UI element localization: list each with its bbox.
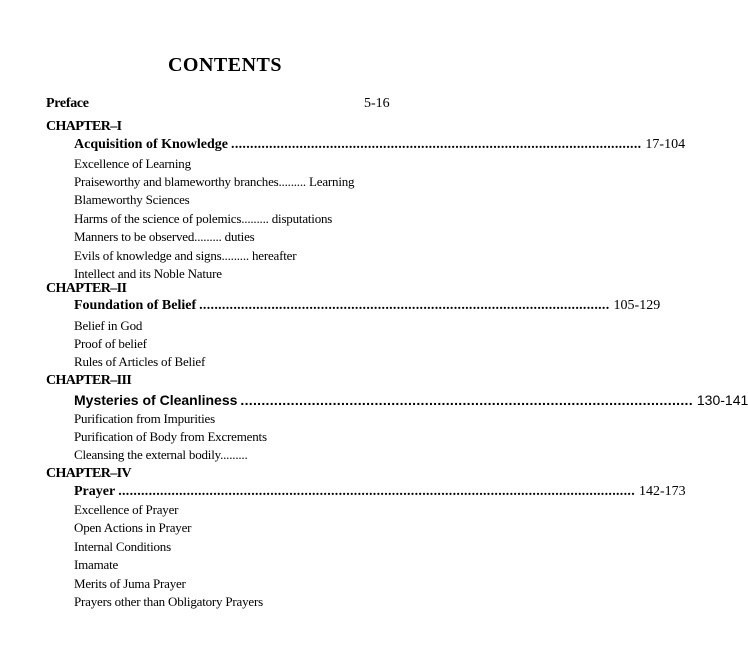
chapter-1-title: Acquisition of Knowledge [74, 137, 229, 152]
leader-dots: ............................................................................................................ [231, 137, 642, 152]
chapter-4-item: Merits of Juma Prayer [74, 576, 186, 591]
chapter-2-heading: CHAPTER–II [46, 281, 127, 296]
chapter-1-item: Evils of knowledge and signs......... hereafter [74, 248, 297, 263]
leader-dots: ............................................................................................................ [240, 392, 693, 408]
chapter-3-item: Purification from Impurities [74, 411, 215, 426]
chapter-1-item: Harms of the science of polemics......... disputations [74, 211, 333, 226]
chapter-2-item: Rules of Articles of Belief [74, 354, 206, 369]
chapter-1-item: Praiseworthy and blameworthy branches......... Learning [74, 174, 355, 189]
page-title: CONTENTS [167, 54, 283, 76]
chapter-2-entry [74, 298, 661, 316]
chapter-4-item: Imamate [74, 557, 119, 572]
chapter-1-heading: CHAPTER–I [46, 119, 122, 134]
chapter-2-item: Belief in God [74, 318, 143, 333]
chapter-3-pages: 130-141 [696, 392, 748, 408]
preface-pages: 5-16 [364, 96, 390, 111]
chapter-3-heading: CHAPTER–III [46, 373, 132, 388]
chapter-2-pages: 105-129 [613, 298, 661, 313]
chapter-1-item: Excellence of Learning [74, 156, 191, 171]
leader-dots: ........................................................................................................................................ [118, 484, 636, 499]
chapter-4-title: Prayer [74, 484, 116, 499]
chapter-1-item: Intellect and its Noble Nature [74, 266, 222, 281]
chapter-3-entry [74, 392, 748, 410]
chapter-4-heading: CHAPTER–IV [46, 466, 132, 481]
chapter-4-item: Prayers other than Obligatory Prayers [74, 594, 263, 609]
chapter-1-entry [74, 137, 686, 155]
chapter-4-item: Open Actions in Prayer [74, 520, 192, 535]
leader-dots: ............................................................................................................ [199, 298, 610, 313]
chapter-1-item: Manners to be observed......... duties [74, 229, 255, 244]
chapter-4-entry [74, 484, 686, 502]
chapter-4-pages: 142-173 [639, 484, 686, 499]
chapter-4-item: Excellence of Prayer [74, 502, 179, 517]
chapter-2-item: Proof of belief [74, 336, 147, 351]
preface-label: Preface [46, 96, 89, 111]
chapter-3-item: Purification of Body from Excrements [74, 429, 267, 444]
chapter-1-item: Blameworthy Sciences [74, 192, 190, 207]
chapter-4-item: Internal Conditions [74, 539, 171, 554]
chapter-1-pages: 17-104 [645, 137, 686, 152]
chapter-3-item: Cleansing the external bodily......... [74, 447, 248, 462]
chapter-3-title: Mysteries of Cleanliness [74, 392, 238, 408]
chapter-2-title: Foundation of Belief [74, 298, 197, 313]
